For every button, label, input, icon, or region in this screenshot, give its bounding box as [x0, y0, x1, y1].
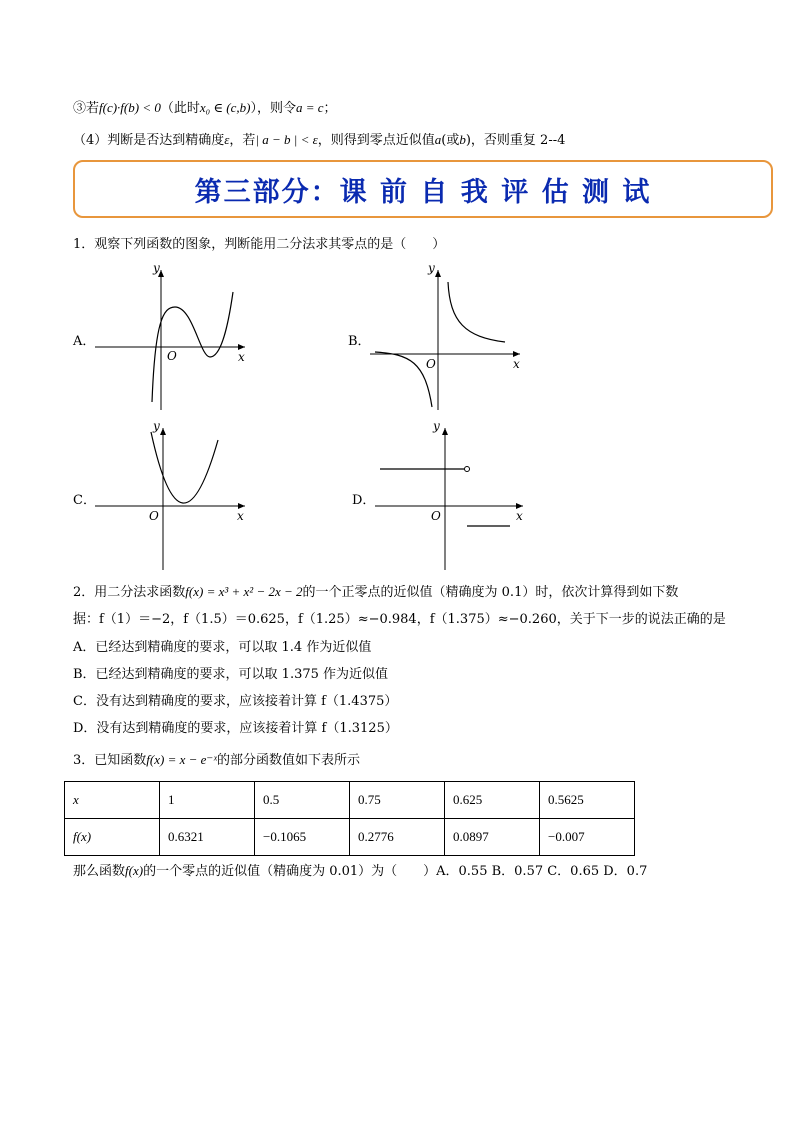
q2-option-a: A．已经达到精确度的要求，可以取 1.4 作为近似值 [73, 640, 372, 655]
table-cell: 1 [160, 782, 255, 819]
q2-option-c: C．没有达到精确度的要求，应该接着计算 f（1.4375） [73, 694, 398, 709]
q2-stem-a: 2．用二分法求函数 [73, 585, 186, 600]
table-cell: 0.625 [445, 782, 540, 819]
header-line-2-mid2: ，则得到零点近似值 [317, 133, 435, 148]
graph-c-origin-label: O [149, 509, 159, 523]
q3-value-table [64, 781, 635, 856]
q1-option-b-label: B． [348, 334, 371, 349]
q2-option-d: D．没有达到精确度的要求，应该接着计算 f（1.3125） [73, 721, 398, 736]
q1-graph-c [95, 420, 255, 570]
graph-d-y-label: y [433, 420, 440, 433]
graph-a-origin-label: O [167, 349, 177, 363]
table-cell: x [65, 782, 160, 819]
header-line-1-suffix: ； [323, 101, 337, 116]
table-cell: 0.6321 [160, 819, 255, 856]
graph-b-curve-right [448, 282, 505, 342]
graph-d-open-point [465, 467, 470, 472]
table-cell: 0.2776 [350, 819, 445, 856]
header-line-2-mid: ，若 [229, 133, 256, 148]
table-cell: 0.5625 [540, 782, 635, 819]
table-cell: −0.1065 [255, 819, 350, 856]
graph-b-y-label: y [428, 262, 435, 275]
header-line-1-prefix: ③若 [73, 101, 100, 116]
header-line-2-math4: b [459, 132, 466, 147]
table-cell: −0.007 [540, 819, 635, 856]
graph-b-y-arrow [435, 270, 441, 277]
graph-b-origin-label: O [426, 357, 436, 371]
header-line-2-paren: (或 [441, 133, 460, 148]
table-row [65, 782, 635, 819]
q3-stem-a: 3．已知函数 [73, 753, 147, 768]
table-cell: f(x) [65, 819, 160, 856]
section-banner-title: 第三部分：课 前 自 我 评 估 测 试 [194, 176, 652, 208]
q2-option-b: B．已经达到精确度的要求，可以取 1.375 作为近似值 [73, 667, 389, 682]
q1-stem: 1．观察下列函数的图象，判断能用二分法求其零点的是（ ） [73, 237, 446, 252]
header-line-1-math3: a = c [295, 100, 324, 115]
graph-b-x-label: x [513, 357, 520, 371]
q3-after-func: f(x) [125, 863, 144, 878]
graph-c-y-label: y [153, 420, 160, 433]
q3-stem [73, 750, 360, 771]
graph-d-origin-label: O [431, 509, 441, 523]
q3-after-line [73, 861, 647, 882]
header-line-2-math1: ε [224, 132, 230, 147]
q3-after-b: 的一个零点的近似值（精确度为 0.01）为（ ）A．0.55 B．0.57 C．0.65 D．0.7 [143, 864, 648, 879]
graph-b-curve-left [375, 352, 432, 407]
graph-c-y-arrow [160, 428, 166, 435]
graph-d-y-arrow [442, 428, 448, 435]
graph-a-x-label: x [238, 350, 245, 364]
header-line-2-math3: a [434, 132, 442, 147]
q2-stem-line-1 [73, 582, 678, 603]
header-line-1-paren-close: ），则令 [250, 101, 296, 116]
header-line-2-suffix: )，否则重复 2--4 [465, 133, 566, 148]
header-line-1-math1: f(c)·f(b) < 0 [99, 100, 161, 115]
section-banner [73, 160, 773, 218]
q1-option-d-label: D． [352, 493, 376, 508]
header-line-2-math2: | a − b | < ε [255, 132, 318, 147]
graph-a-y-label: y [153, 262, 160, 275]
q3-stem-func: f(x) = x − e⁻ˣ [146, 752, 217, 767]
q3-after-a: 那么函数 [73, 864, 126, 879]
table-cell: 0.75 [350, 782, 445, 819]
q1-option-a-label: A． [73, 334, 96, 349]
q1-graph-a [95, 262, 255, 412]
graph-d-x-label: x [516, 509, 523, 523]
q1-option-c-label: C． [73, 493, 96, 508]
q1-graph-d [375, 420, 535, 570]
q2-stem-func: f(x) = x³ + x² − 2x − 2 [185, 584, 303, 599]
header-line-1-math2: x₀ ∈ (c,b) [199, 100, 251, 115]
table-cell: 0.5 [255, 782, 350, 819]
q2-stem-b: 的一个正零点的近似值（精确度为 0.1）时，依次计算得到如下数 [302, 585, 679, 600]
q3-stem-b: 的部分函数值如下表所示 [216, 753, 360, 768]
header-line-1 [73, 98, 337, 119]
header-line-2-prefix: （4）判断是否达到精确度 [73, 133, 225, 148]
header-line-2 [73, 130, 565, 151]
header-line-1-paren-open: （此时 [160, 101, 200, 116]
graph-c-parabola [151, 432, 218, 503]
table-cell: 0.0897 [445, 819, 540, 856]
table-row [65, 819, 635, 856]
q1-graph-b [370, 262, 530, 412]
graph-c-x-label: x [237, 509, 244, 523]
q2-stem-line-2: 据：f（1）＝−2，f（1.5）＝0.625，f（1.25）≈−0.984，f（1.375）≈−0.260，关于下一步的说法正确的是 [73, 612, 726, 627]
